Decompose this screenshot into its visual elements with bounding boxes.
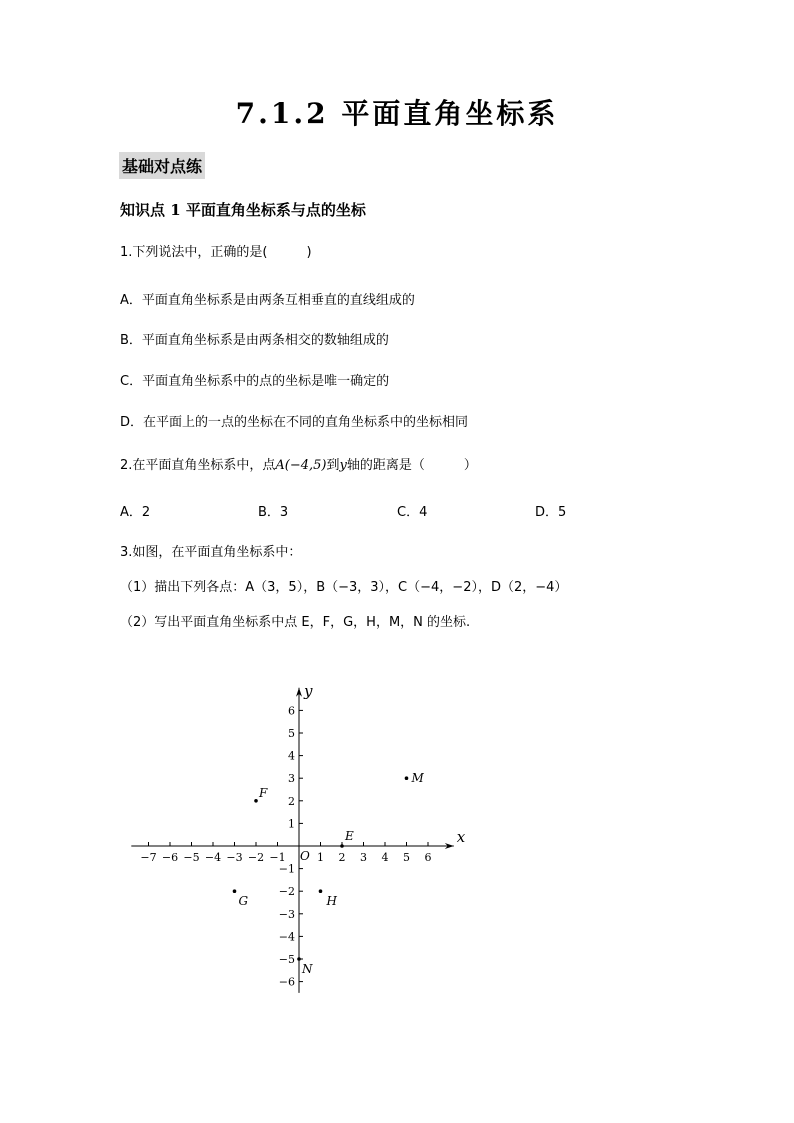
x-tick-label: −1: [269, 851, 286, 864]
x-tick-label: −2: [247, 851, 265, 864]
x-tick-label: 2: [338, 851, 346, 864]
y-tick-label: 4: [288, 749, 295, 763]
x-tick-label: −6: [161, 851, 179, 864]
q1-option-d: D．在平面上的一点的坐标在不同的直角坐标系中的坐标相同: [120, 415, 469, 430]
x-tick-label: 6: [424, 851, 432, 864]
point-f: [254, 799, 258, 803]
y-tick-label: 3: [288, 772, 295, 786]
y-tick-label: 1: [288, 817, 295, 831]
knowledge-point-heading: 知识点 1 平面直角坐标系与点的坐标: [120, 201, 366, 219]
x-tick-label: 4: [381, 851, 389, 864]
q1-option-c: C．平面直角坐标系中的点的坐标是唯一确定的: [120, 374, 390, 389]
y-tick-label: 5: [288, 727, 295, 740]
point-h: [319, 889, 323, 893]
y-tick-label: −1: [278, 862, 295, 876]
x-tick-label: −3: [226, 851, 243, 864]
point-n: [297, 957, 301, 961]
y-tick-label: −4: [278, 930, 295, 944]
x-tick-label: 5: [403, 851, 410, 864]
q2-point: A(−4,5): [275, 458, 327, 473]
x-tick-label: 3: [360, 851, 367, 864]
x-tick-label: −7: [140, 851, 157, 864]
origin-label: O: [300, 849, 310, 863]
y-tick-label: −6: [278, 975, 295, 989]
q2-option-d: D．5: [535, 505, 567, 520]
x-tick-label: −5: [183, 851, 200, 864]
x-tick-label: −4: [204, 851, 222, 864]
point-label-m: M: [411, 771, 424, 786]
y-tick-label: −5: [278, 953, 295, 966]
q3-stem: 3.如图，在平面直角坐标系中：: [120, 545, 302, 560]
point-label-n: N: [302, 962, 313, 976]
point-label-h: H: [326, 894, 337, 909]
q1-option-a: A．平面直角坐标系是由两条互相垂直的直线组成的: [120, 293, 415, 308]
section-heading: 基础对点练: [119, 152, 205, 179]
q2-stem-mid: 到: [326, 458, 340, 473]
y-tick-label: −2: [278, 885, 295, 899]
q2-axis: y: [339, 458, 347, 473]
q2-option-a: A．2: [120, 505, 151, 520]
y-tick-label: 6: [288, 704, 295, 718]
q1-option-b: B．平面直角坐标系是由两条相交的数轴组成的: [120, 333, 389, 348]
y-axis-label: y: [304, 681, 313, 700]
q2-stem-suffix: 轴的距离是（ ）: [346, 458, 477, 473]
q2-stem-prefix: 2.在平面直角坐标系中，点: [120, 458, 276, 473]
q3-part2: （2）写出平面直角坐标系中点 E，F，G，H，M，N 的坐标.: [120, 615, 471, 630]
q3-part1: （1）描出下列各点：A（3，5），B（−3，3），C（−4，−2），D（2，−4）: [120, 580, 568, 595]
x-axis-label: x: [456, 828, 466, 846]
page-title: 7.1.2 平面直角坐标系: [235, 97, 559, 130]
x-tick-label: 1: [317, 851, 324, 864]
point-label-g: G: [238, 894, 249, 909]
point-e: [340, 844, 344, 848]
point-m: [405, 776, 409, 780]
point-label-e: E: [345, 829, 354, 843]
q1-stem: 1.下列说法中，正确的是( ): [120, 245, 312, 260]
y-tick-label: −3: [278, 907, 295, 921]
q2-option-c: C．4: [397, 505, 428, 520]
q2-option-b: B．3: [258, 505, 289, 520]
point-g: [233, 889, 237, 893]
point-label-f: F: [259, 785, 268, 800]
y-tick-label: 2: [288, 794, 295, 808]
